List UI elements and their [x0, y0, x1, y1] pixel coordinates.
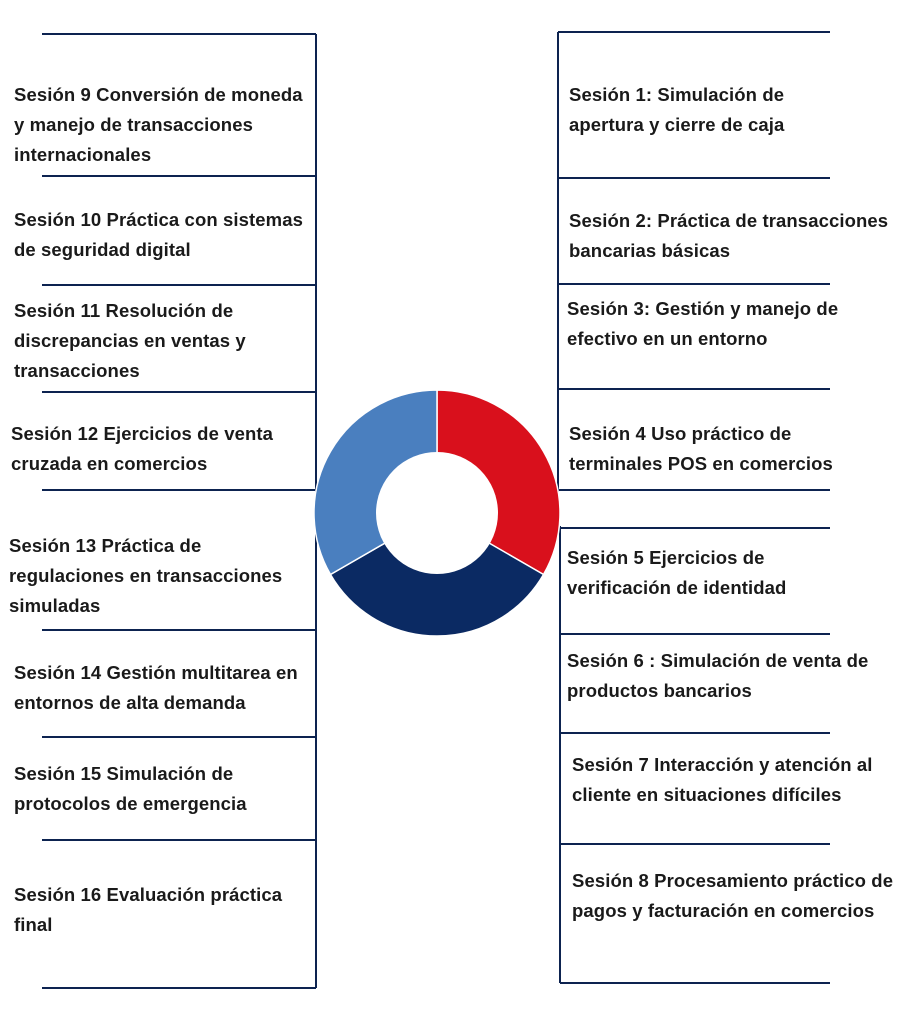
session-5-label: Sesión 5 Ejercicios de verificación de identidad: [567, 547, 787, 598]
session-16-label: Sesión 16 Evaluación práctica final: [14, 884, 283, 935]
session-14-label: Sesión 14 Gestión multitarea en entornos de alta demanda: [14, 662, 298, 713]
session-13-label: Sesión 13 Práctica de regulaciones en transacciones simuladas: [9, 535, 283, 616]
session-11-label: Sesión 11 Resolución de discrepancias en ventas y transacciones: [14, 300, 246, 381]
session-6-label: Sesión 6 : Simulación de venta de productos bancarios: [567, 650, 869, 701]
session-3-label: Sesión 3: Gestión y manejo de efectivo en un entorno: [567, 298, 839, 349]
session-4-label: Sesión 4 Uso práctico de terminales POS en comercios: [569, 423, 833, 474]
session-9-label: Sesión 9 Conversión de moneda y manejo de transacciones internacionales: [14, 84, 303, 165]
session-8-label: Sesión 8 Procesamiento práctico de pagos y facturación en comercios: [572, 870, 894, 921]
session-7-label: Sesión 7 Interacción y atención al cliente en situaciones difíciles: [572, 754, 873, 805]
session-1-label: Sesión 1: Simulación de apertura y cierre de caja: [569, 84, 785, 135]
session-12-label: Sesión 12 Ejercicios de venta cruzada en comercios: [11, 423, 274, 474]
donut-hole: [376, 452, 498, 574]
session-15-label: Sesión 15 Simulación de protocolos de emergencia: [14, 763, 247, 814]
session-2-label: Sesión 2: Práctica de transacciones bancarias básicas: [569, 210, 889, 261]
session-10-label: Sesión 10 Práctica con sistemas de seguridad digital: [14, 209, 303, 260]
